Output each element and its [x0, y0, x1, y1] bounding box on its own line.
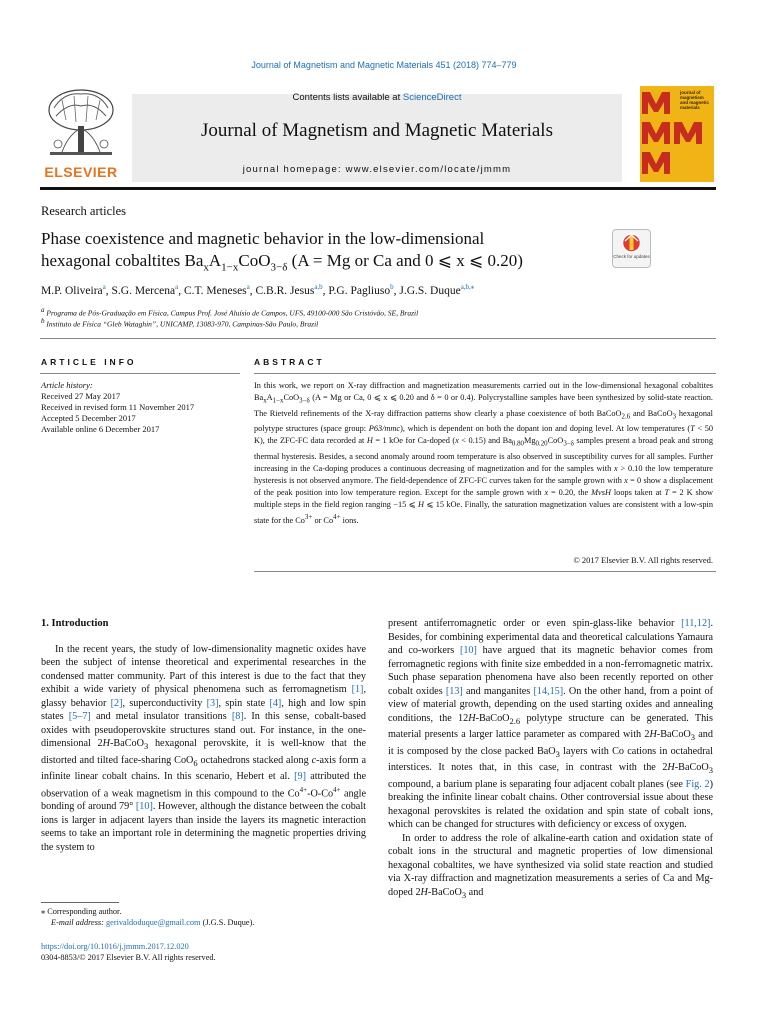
copyright-notice: © 2017 Elsevier B.V. All rights reserved. — [573, 555, 713, 565]
elsevier-tree-icon — [44, 86, 118, 160]
email-owner: (J.G.S. Duque). — [200, 918, 255, 927]
author-list: M.P. Oliveira$^a$, S.G. Mercena$^a$, C.T. Meneses$^a$, C.B.R. Jesus$^{a,b}$, P.G. Pagliuso$^b$, J.G.S. Duque$^{a,b,⁎}$ — [41, 283, 475, 297]
article-info-divider — [40, 373, 240, 374]
masthead — [40, 84, 716, 184]
crossmark-icon — [613, 230, 650, 267]
author[interactable]: M.P. Oliveira — [41, 284, 103, 297]
journal-citation[interactable]: Journal of Magnetism and Magnetic Materials 451 (2018) 774–779 — [251, 60, 517, 70]
doi-link[interactable]: https://doi.org/10.1016/j.jmmm.2017.12.020 — [41, 942, 189, 951]
footnote-divider — [41, 902, 119, 903]
sciencedirect-link[interactable]: ScienceDirect — [402, 92, 462, 103]
elsevier-logo — [40, 84, 122, 184]
title-line-1: Phase coexistence and magnetic behavior in the low-dimensional — [41, 229, 485, 248]
cover-title: journal of magnetism and magnetic materials — [680, 90, 710, 110]
history-title: Article history: — [41, 380, 93, 390]
affiliation-a: $^a$ Programa de Pós-Graduação em Física, Campus Prof. José Aluísio de Campos, UFS, 49100-000 São Cristóvão, SE, Brazil — [41, 306, 419, 318]
crossmark-badge[interactable] — [612, 229, 651, 268]
email-label: E-mail address: — [51, 918, 106, 927]
footnote — [41, 906, 254, 928]
author-aff[interactable]: a — [175, 283, 179, 291]
journal-title[interactable]: Journal of Magnetism and Magnetic Materials — [201, 120, 553, 141]
abstract-bottom-divider — [254, 571, 716, 572]
article-history — [41, 380, 194, 435]
history-accepted: Accepted 5 December 2017 — [41, 413, 136, 423]
author[interactable]: C.B.R. Jesus — [255, 284, 315, 297]
homepage-prefix: journal homepage: — [242, 164, 346, 175]
title-prefix: hexagonal cobaltites Ba — [41, 251, 204, 270]
journal-homepage — [132, 164, 622, 175]
contents-prefix: Contents lists available at — [292, 92, 403, 103]
masthead-divider — [40, 187, 716, 190]
article-info-heading: ARTICLE INFO — [41, 357, 137, 367]
affiliation-divider — [40, 338, 716, 339]
body-column-right — [388, 617, 713, 902]
title-line-2: hexagonal cobaltites $Ba_xA_{1-x}CoO_{3-\delta}$ (A = Mg or Ca and 0 ⩽ x ⩽ 0.20) — [41, 251, 523, 274]
author[interactable]: P.G. Pagliuso — [328, 284, 391, 297]
paragraph: In the recent years, the study of low-dimensionality magnetic oxides have been the subject of intense theoretical and experimental researches in the condensed matter community. Part of this interest is due to the fact that they exhibit a wide variety of physical phenomena such as ferromagnetism [1], glassy behavior [2], superconductivity [3], spin state [4], high and low spin states [5–7] and metal insulator transitions [8]. In this sense, cobalt-based oxides with pseudoperovskite structures stand out. For instance, in the one-dimensional 2H-BaCoO$_3$ hexagonal perovskite, it is well-know that the distorted and tilted face-sharing CoO$_6$ octahedrons stacked along c-axis form a infinite linear cobalt chains. In this scenario, Hebert et al. [9] attributed the observation of a weak magnetism in this compound to the $Co^{4+}-O-Co^{4+}$ angle bonding of around 79° [10]. However, although the distance between the cobalt ions is larger in adjacent layers than inside the layers its magnetic interaction seems to take an important role in determining the magnetic properties driving the system to — [41, 643, 367, 853]
author-aff[interactable]: a — [246, 283, 250, 291]
paragraph: present antiferromagnetic order or even spin-glass-like behavior [11,12]. Besides, for combining experimental data and theoretical calculations Yamaura and co-workers [10] have argued that its magnetic behavior comes from ferromagnetic regions with finite size embedded in a non-ferromagnetic matrix. Such phase separation phenomena have also been recently reported on other cobalt oxides [13] and manganites [14,15]. On the other hand, from a point of view of material growth, depending on the used starting oxides and annealing conditions, the 12H-BaCoO$_{2.6}$ polytype structure can be generated. This material presents a larger lattice parameter as compared with 2H-BaCoO$_3$ and it is composed by the close packed BaO$_3$ layers with Co cations in octahedral interstices. It notes that, in this case, in contrast with the 2H-BaCoO$_3$ compound, a barium plane is separating four adjacent cobalt planes (see Fig. 2) breaking the infinite linear cobalt chains. Other controversial issue about these hexagonal perovskites is related the oxidation and spin state of cobalt ions, which can be changed for structures with deficiency or excess of oxygen. — [388, 618, 714, 831]
affiliation-b: $^b$ Instituto de Física “Gleb Wataghin”, UNICAMP, 13083-970, Campinas-São Paulo, Brazil — [41, 317, 319, 329]
email-link[interactable]: gerivaldoduque@gmail.com — [106, 918, 201, 927]
abstract-text: In this work, we report on X-ray diffraction and magnetization measurements carried out in the low-dimensional hexagonal cobaltites $Ba_xA_{1-x}CoO_{3-\delta}$ (A = Mg or Ca, 0 ⩽ x ⩽ 0.20 and δ = 0 or 0.4). Polycrystalline samples have been synthesized by solid-state reaction. The Rietveld refinements of the X-ray diffraction patterns show clearly a phase coexistence of both BaCoO$_{2.6}$ and BaCoO$_3$ hexagonal polytype structures (space group: P63/mmc), which is dependent on both the dopant ion and doping level. At low temperatures (T < 50 K), the ZFC-FC data recorded at H = 1 kOe for Ca-doped (x < 0.15) and $Ba_{0.80}Mg_{0.20}CoO_{3-\delta}$ samples present a broad peak and strong thermal hysteresis. Besides, a second anomaly around room temperature is also observed in susceptibility curves for all samples. Further increasing in the Ca-doping produces a continuous decreasing of magnetization and for the samples with x > 0.10 the low temperature hysteresis is not observed anymore. The field-dependence of ZFC-FC curves taken for the sample grown with x = 0 show a displacement of the peak position into low temperature region. Except for the sample grown with x = 0.20, the MvsH loops taken at T = 2 K show multiple steps in the field region ranging −15 ⩽ H ⩽ 15 kOe. Finally, the saturation magnetization values are consistent with a low-spin state for the $Co^{3+}$ or $Co^{4+}$ ions. — [254, 381, 714, 525]
contents-line — [132, 92, 622, 103]
corresponding-author-note: ⁎ Corresponding author. — [41, 907, 122, 916]
introduction-heading: 1. Introduction — [41, 618, 109, 629]
elsevier-wordmark[interactable]: ELSEVIER — [44, 164, 118, 180]
issn-line: 0304-8853/© 2017 Elsevier B.V. All rights reserved. — [41, 953, 216, 962]
crossmark-label: Check for updates — [613, 254, 650, 259]
doi-block — [41, 941, 216, 963]
section-label: Research articles — [41, 204, 127, 218]
journal-cover[interactable] — [640, 86, 714, 182]
abstract-heading: ABSTRACT — [254, 357, 325, 367]
author[interactable]: S.G. Mercena — [111, 284, 176, 297]
affiliation-text: Instituto de Física “Gleb Wataghin”, UNICAMP, 13083-970, Campinas-São Paulo, Brazil — [46, 319, 319, 329]
body-column-left — [41, 617, 366, 854]
author-aff[interactable]: a,b — [314, 283, 323, 291]
title-suffix: (A = Mg or Ca and 0 ⩽ x ⩽ 0.20) — [287, 251, 523, 270]
author[interactable]: C.T. Meneses — [183, 284, 247, 297]
email-line — [41, 917, 254, 928]
affiliation-text: Programa de Pós-Graduação em Física, Campus Prof. José Aluísio de Campos, UFS, 49100-000 São Cristóvão, SE, Brazil — [46, 308, 419, 318]
author-aff[interactable]: a — [102, 283, 106, 291]
author[interactable]: J.G.S. Duque — [399, 284, 461, 297]
author-aff[interactable]: b — [390, 283, 394, 291]
article-title — [41, 228, 601, 278]
homepage-link[interactable]: www.elsevier.com/locate/jmmm — [345, 164, 512, 175]
history-received: Received 27 May 2017 — [41, 391, 121, 401]
history-revised: Received in revised form 11 November 2017 — [41, 402, 195, 412]
paragraph: In order to address the role of alkaline-earth cation and oxidation state of cobalt ions in the structural and magnetic properties of low dimensional hexagonal cobaltites, we have synthesized via solid state reaction and studied via X-ray diffraction and magnetization measurements a series of Ca and Mg-doped 2H-BaCoO$_3$ and — [388, 832, 713, 900]
history-online: Available online 6 December 2017 — [41, 424, 160, 434]
abstract-divider — [254, 373, 716, 374]
author-aff[interactable]: a,b,⁎ — [460, 283, 475, 291]
